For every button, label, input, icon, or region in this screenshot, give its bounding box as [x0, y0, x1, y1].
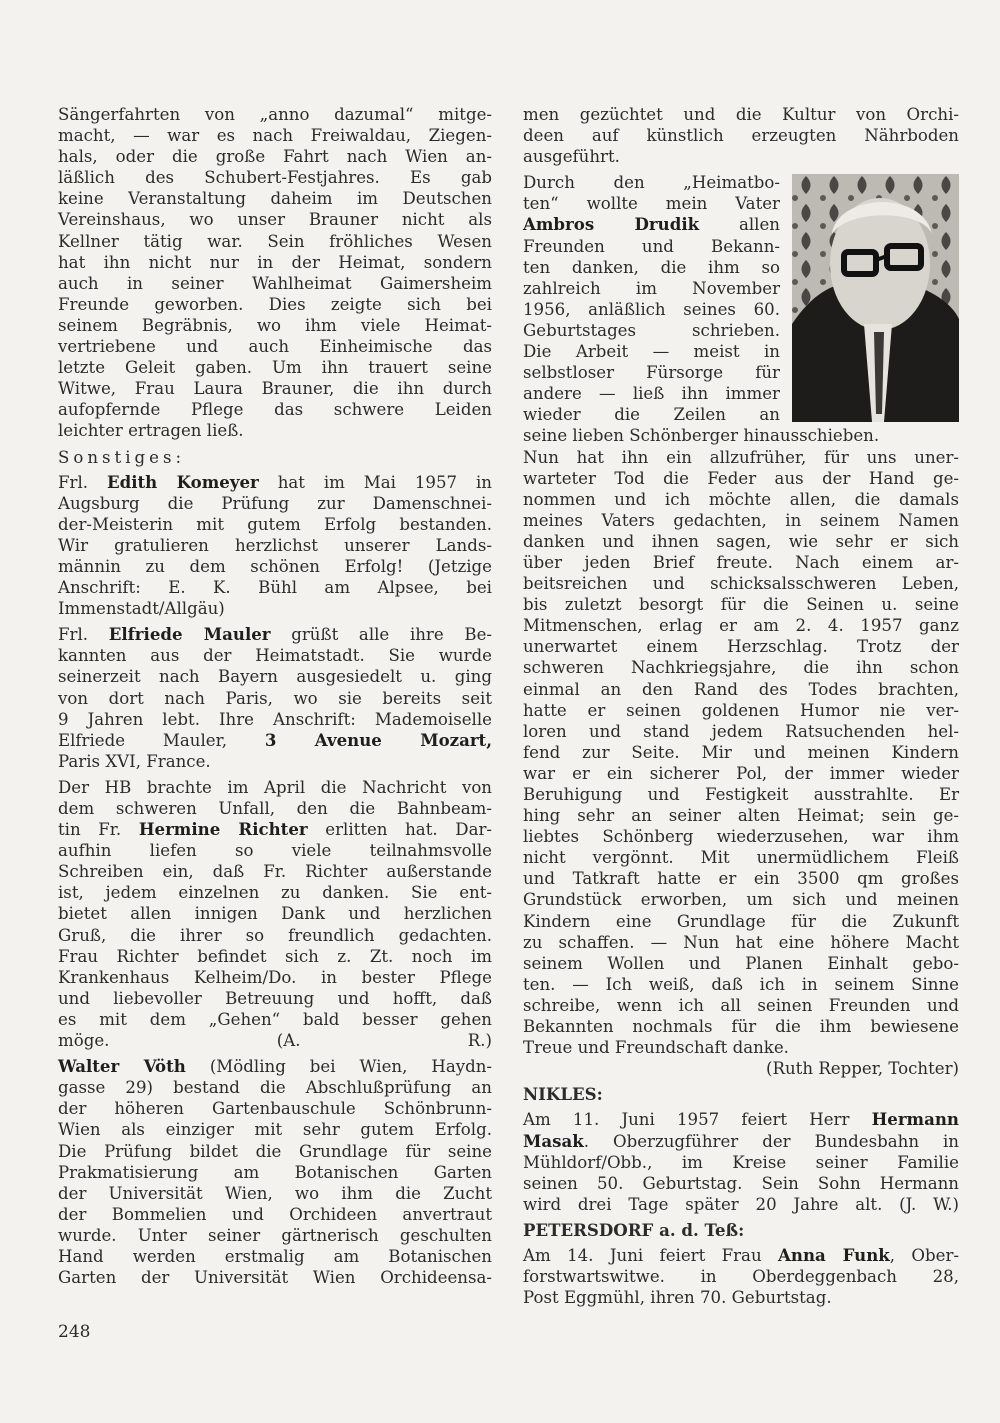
text-line: [523, 1109, 959, 1130]
text-line: [58, 146, 492, 167]
text-segment: wird drei Tage später 20 Jahre alt. (J. W.): [523, 1194, 959, 1214]
text-segment: Kindern eine Grundlage für die Zukunft: [523, 911, 959, 931]
text-line: [58, 399, 492, 420]
text-line: [58, 1141, 492, 1162]
text-segment: beitsreichen und schicksalsschweren Leben,: [523, 574, 959, 594]
text-segment: und Tatkraft hatte er ein 3500 qm großes: [523, 869, 959, 889]
text-line: [58, 125, 492, 146]
text-segment: seinen 50. Geburtstag. Sein Sohn Hermann: [523, 1173, 959, 1193]
text-segment: Frl.: [58, 472, 107, 492]
text-line: [58, 819, 492, 840]
text-segment: auch in seiner Wahlheimat Gaimersheim: [58, 273, 492, 293]
text-segment: (Mödling bei Wien, Haydn-: [185, 1057, 493, 1077]
text-line: [58, 840, 492, 861]
text-line: [58, 167, 492, 188]
text-segment: wurde. Unter seiner gärtnerisch geschulten: [58, 1225, 492, 1245]
text-line: [523, 700, 959, 721]
text-segment: Wir gratulieren herzlichst unserer Lands-: [58, 535, 492, 555]
text-line: [58, 378, 492, 399]
text-segment: aufopfernde Pflege das schwere Leiden: [58, 400, 492, 420]
text-line: [523, 974, 959, 995]
text-line: [58, 925, 492, 946]
text-line: [523, 531, 959, 552]
text-segment: Krankenhaus Kelheim/Do. in bester Pflege: [58, 967, 492, 987]
text-segment: ten“ wollte mein Vater: [523, 194, 780, 214]
paragraph: [58, 104, 492, 442]
bold-name: 3 Avenue Mozart,: [264, 729, 492, 750]
text-segment: Freunden und Bekann-: [523, 236, 780, 256]
bold-name: Elfriede Mauler: [108, 624, 271, 645]
text-segment: Am 11. Juni 1957 feiert Herr: [523, 1110, 872, 1130]
text-line: [523, 1194, 959, 1215]
text-segment: Prakmatisierung am Botanischen Garten: [58, 1162, 492, 1182]
text-segment: Frau Richter befindet sich z. Zt. noch im: [58, 946, 492, 966]
text-segment: Garten der Universität Wien Orchideensa-: [58, 1268, 492, 1288]
text-segment: und liebevoller Betreuung und hofft, daß: [58, 988, 492, 1008]
text-segment: von dort nach Paris, wo sie bereits seit: [58, 688, 492, 708]
text-line: [523, 679, 959, 700]
text-segment: gasse 29) bestand die Abschlußprüfung an: [58, 1078, 492, 1098]
text-segment: der höheren Gartenbauschule Schönbrunn-: [58, 1099, 492, 1119]
text-line: [58, 1030, 492, 1051]
bold-name: Ambros Drudik: [523, 214, 700, 235]
text-segment: Augsburg die Prüfung zur Damenschnei-: [58, 493, 492, 513]
text-line: [523, 1152, 959, 1173]
paragraph: [523, 1109, 959, 1214]
text-line: [523, 721, 959, 742]
text-line: [58, 751, 492, 772]
bold-name: Edith Komeyer: [106, 471, 259, 492]
text-line: [523, 573, 959, 594]
text-segment: ist, jedem einzelnen zu danken. Sie ent-: [58, 883, 492, 903]
text-segment: Der HB brachte im April die Nachricht von: [58, 777, 492, 797]
paragraph: [58, 472, 492, 620]
text-line: [523, 995, 959, 1016]
text-segment: Hand werden erstmalig am Botanischen: [58, 1246, 492, 1266]
text-line: [523, 104, 959, 125]
text-segment: Anschrift: E. K. Bühl am Alpsee, bei: [58, 578, 492, 598]
text-segment: erlitten hat. Dar-: [307, 820, 493, 840]
text-segment: Freunde geworben. Dies zeigte sich bei: [58, 294, 492, 314]
text-segment: hing sehr an seiner alten Heimat; sein ge-: [523, 806, 959, 826]
text-line: [58, 730, 492, 751]
text-line: [523, 1266, 959, 1287]
text-segment: Paris XVI, France.: [58, 751, 211, 771]
paragraph: [58, 624, 492, 772]
section-heading: PETERSDORF a. d. Teß:: [523, 1219, 745, 1240]
text-segment: Mühldorf/Obb., im Kreise seiner Familie: [523, 1152, 959, 1172]
text-line: [58, 252, 492, 273]
text-segment: dem schweren Unfall, den die Bahnbeam-: [58, 799, 492, 818]
text-segment: allen: [699, 215, 780, 235]
text-line: [58, 493, 492, 514]
text-segment: Beruhigung und Festigkeit ausstrahlte. Er: [523, 785, 959, 804]
text-line: [58, 336, 492, 357]
text-line: [58, 946, 492, 967]
text-segment: Die Arbeit — meist in: [523, 342, 780, 362]
text-segment: Wien als einziger mit sehr gutem Erfolg.: [58, 1120, 492, 1140]
text-line: [58, 209, 492, 230]
text-segment: tin Fr.: [58, 820, 139, 840]
text-line: [58, 1225, 492, 1246]
text-segment: unerwartet einem Herzschlag. Trotz der: [523, 637, 959, 657]
text-segment: Witwe, Frau Laura Brauner, die ihn durch: [58, 379, 492, 399]
text-line: [523, 1173, 959, 1194]
text-line: [58, 1056, 492, 1077]
text-line: [523, 742, 959, 763]
text-segment: Die Prüfung bildet die Grundlage für seine: [58, 1141, 492, 1161]
text-line: [523, 615, 959, 636]
text-line: [58, 1098, 492, 1119]
text-line: [523, 826, 959, 847]
text-segment: Mitmenschen, erlag er am 2. 4. 1957 ganz: [523, 616, 959, 636]
paragraph: [58, 1056, 492, 1288]
text-line: [58, 514, 492, 535]
text-segment: ausgeführt.: [523, 147, 620, 167]
text-segment: hat ihn nicht nur in der Heimat, sondern: [58, 252, 492, 272]
text-segment: der-Meisterin mit gutem Erfolg bestanden.: [58, 514, 492, 534]
paragraph: [523, 1245, 959, 1308]
text-segment: zahlreich im November: [523, 278, 780, 298]
text-segment: Immenstadt/Allgäu): [58, 599, 225, 619]
text-line: [58, 231, 492, 252]
text-line: [523, 889, 959, 910]
text-line: [58, 882, 492, 903]
text-segment: selbstloser Fürsorge für: [523, 363, 780, 383]
text-line: [58, 472, 492, 493]
text-line: [58, 188, 492, 209]
page-number: 248: [58, 1322, 91, 1342]
bold-name: Masak: [523, 1130, 584, 1151]
text-line: [58, 1077, 492, 1098]
section-heading: Sonstiges:: [58, 447, 186, 467]
text-segment: ten danken, die ihm so: [523, 257, 780, 277]
text-segment: Schreiben ein, daß Fr. Richter außerstande: [58, 862, 492, 882]
text-segment: letzte Geleit gaben. Um ihn trauert seine: [58, 358, 492, 378]
text-segment: nommen und ich möchte allen, die damals: [523, 489, 959, 509]
text-line: [58, 777, 492, 798]
text-line: [58, 294, 492, 315]
text-line: [58, 577, 492, 598]
text-line: [58, 688, 492, 709]
text-line: [523, 146, 959, 167]
text-line: [58, 967, 492, 988]
text-segment: Frl.: [58, 625, 109, 645]
text-line: [58, 1204, 492, 1225]
text-segment: seine lieben Schönberger hinausschieben.: [523, 426, 880, 446]
text-line: [58, 861, 492, 882]
text-segment: aufhin liefen so viele teilnahmsvolle: [58, 841, 492, 861]
text-line: [58, 709, 492, 730]
right-column: [523, 104, 959, 1313]
text-segment: wieder die Zeilen an: [523, 405, 780, 425]
text-segment: es mit dem „Gehen“ bald besser gehen: [58, 1009, 492, 1029]
text-line: [58, 556, 492, 577]
text-segment: loren und stand jedem Ratsuchenden hel-: [523, 721, 959, 741]
text-segment: kannten aus der Heimatstadt. Sie wurde: [58, 646, 492, 666]
text-line: [58, 315, 492, 336]
text-segment: meines Vaters gedachten, in seinem Namen: [523, 510, 959, 530]
text-segment: Bekannten nochmals für die ihm bewiesene: [523, 1017, 959, 1037]
text-line: [58, 645, 492, 666]
text-line: [523, 932, 959, 953]
portrait-photo: [792, 174, 959, 422]
text-line: [523, 447, 959, 468]
text-segment: men gezüchtet und die Kultur von Orchi-: [523, 105, 959, 124]
text-line: [523, 847, 959, 868]
text-line: [523, 911, 959, 932]
text-segment: nicht vergönnt. Mit unermüdlichem Fleiß: [523, 848, 959, 868]
text-segment: Post Eggmühl, ihren 70. Geburtstag.: [523, 1288, 832, 1308]
text-segment: leichter ertragen ließ.: [58, 421, 244, 441]
paragraph: [523, 104, 959, 167]
text-segment: danken und ihnen sagen, wie sehr er sich: [523, 531, 959, 551]
text-segment: Durch den „Heimatbo-: [523, 173, 780, 193]
text-line: [58, 1119, 492, 1140]
text-segment: Treue und Freundschaft danke.: [523, 1038, 789, 1058]
paragraph: [523, 172, 959, 1079]
text-segment: Sängerfahrten von „anno dazumal“ mitge-: [58, 105, 492, 124]
text-line: [523, 763, 959, 784]
text-line: [58, 903, 492, 924]
text-line: [523, 468, 959, 489]
text-line: [58, 1246, 492, 1267]
text-segment: über jeden Brief freute. Nach einem ar-: [523, 552, 959, 572]
text-segment: hals, oder die große Fahrt nach Wien an-: [58, 147, 492, 167]
text-segment: seinem Wollen und Planen Einhalt gebo-: [523, 953, 959, 973]
text-line: [523, 1016, 959, 1037]
text-segment: hat im Mai 1957 in: [258, 472, 492, 492]
text-line: [523, 868, 959, 889]
text-segment: 9 Jahren lebt. Ihre Anschrift: Mademoiselle: [58, 709, 492, 729]
text-line: [523, 636, 959, 657]
text-line: [523, 425, 959, 446]
text-segment: warteter Tod die Feder aus der Hand ge-: [523, 468, 959, 488]
text-segment: macht, — war es nach Freiwaldau, Ziegen-: [58, 126, 492, 146]
text-line: [58, 798, 492, 819]
text-line: [523, 953, 959, 974]
text-segment: andere — ließ ihn immer: [523, 384, 780, 404]
text-line: [523, 657, 959, 678]
text-segment: 1956, anläßlich seines 60.: [523, 299, 780, 319]
text-segment: schweren Nachkriegsjahre, die ihn schon: [523, 658, 959, 678]
text-line: [58, 598, 492, 619]
text-segment: , Ober-: [889, 1245, 959, 1265]
text-segment: grüßt alle ihre Be-: [270, 625, 492, 645]
text-segment: Kellner tätig war. Sein fröhliches Wesen: [58, 231, 492, 251]
text-line: [523, 1037, 959, 1058]
text-segment: der Universität Wien, wo ihm die Zucht: [58, 1183, 492, 1203]
text-line: [58, 1183, 492, 1204]
text-segment: Elfriede Mauler,: [58, 730, 265, 750]
text-line: [523, 510, 959, 531]
text-line: [58, 535, 492, 556]
text-segment: Grundstück erworben, um sich und meinen: [523, 890, 959, 910]
text-line: [523, 552, 959, 573]
text-segment: keine Veranstaltung daheim im Deutschen: [58, 189, 492, 209]
bold-name: Hermine Richter: [138, 819, 308, 840]
text-segment: hatte er seinen goldenen Humor nie ver-: [523, 700, 959, 720]
text-segment: forstwartswitwe. in Oberdeggenbach 28,: [523, 1267, 959, 1287]
text-segment: möge. (A. R.): [58, 1031, 492, 1051]
text-line: [58, 988, 492, 1009]
text-segment: Am 14. Juni feiert Frau: [523, 1245, 779, 1265]
paragraph: [58, 777, 492, 1051]
text-line: [523, 1245, 959, 1266]
text-line: [523, 784, 959, 805]
text-segment: Geburtstages schrieben.: [523, 320, 780, 340]
text-segment: einmal an den Rand des Todes brachten,: [523, 679, 959, 699]
text-line: [58, 624, 492, 645]
text-segment: Nun hat ihn ein allzufrüher, für uns uner-: [523, 447, 959, 467]
text-line: [58, 273, 492, 294]
text-line: [58, 420, 492, 441]
text-segment: läßlich des Schubert-Festjahres. Es gab: [58, 168, 492, 188]
signature: (Ruth Repper, Tochter): [766, 1059, 959, 1079]
text-segment: Vereinshaus, wo unser Brauner nicht als: [58, 210, 492, 230]
text-line: [523, 1131, 959, 1152]
text-segment: fend zur Seite. Mir und meinen Kindern: [523, 742, 959, 762]
text-segment: ten. — Ich weiß, daß ich in seinem Sinne: [523, 974, 959, 994]
text-line: [58, 1009, 492, 1030]
section-heading: NIKLES:: [523, 1084, 603, 1105]
text-line: [523, 594, 959, 615]
text-line: [58, 1162, 492, 1183]
text-segment: deen auf künstlich erzeugten Nährboden: [523, 126, 959, 146]
text-line: [58, 1267, 492, 1288]
text-line: [58, 666, 492, 687]
text-segment: männin zu dem schönen Erfolg! (Jetzige: [58, 556, 492, 576]
text-segment: Gruß, die ihrer so freundlich gedachten.: [58, 925, 492, 945]
text-segment: der Bommelien und Orchideen anvertraut: [58, 1204, 492, 1224]
text-line: [58, 104, 492, 125]
text-segment: . Oberzugführer der Bundesbahn in: [583, 1131, 959, 1151]
text-segment: bietet allen innigen Dank und herzlichen: [58, 904, 492, 924]
text-line: [523, 1287, 959, 1308]
text-segment: war er ein sicherer Pol, der immer wieder: [523, 763, 959, 783]
bold-name: Anna Funk: [778, 1244, 890, 1265]
left-column: [58, 104, 492, 1293]
bold-name: Walter Vöth: [58, 1056, 186, 1077]
text-segment: vertriebene und auch Einheimische das: [58, 337, 492, 357]
text-line: [523, 125, 959, 146]
text-segment: schreibe, wenn ich all seinen Freunden und: [523, 995, 959, 1015]
text-segment: seinerzeit nach Bayern ausgesiedelt u. ging: [58, 667, 492, 687]
bold-name: Hermann: [871, 1109, 959, 1130]
text-segment: zu schaffen. — Nun hat eine höhere Macht: [523, 932, 959, 952]
text-segment: seinem Begräbnis, wo ihm viele Heimat-: [58, 315, 492, 335]
text-line: [523, 805, 959, 826]
text-line: [523, 489, 959, 510]
text-segment: bis zuletzt besorgt für die Seinen u. seine: [523, 595, 959, 615]
text-line: [58, 357, 492, 378]
text-segment: liebtes Schönberg wiederzusehen, war ihm: [523, 827, 959, 847]
